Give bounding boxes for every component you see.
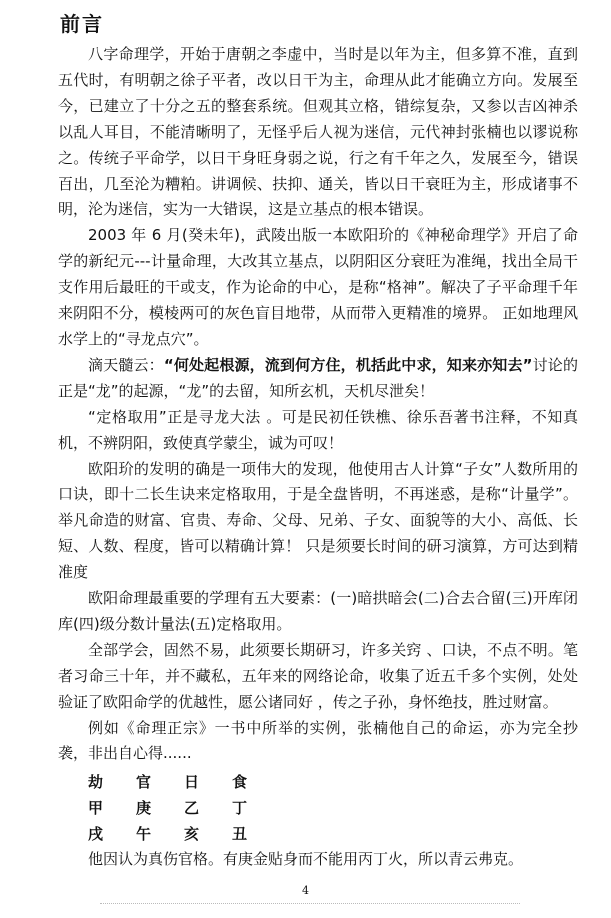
pillar-cell: 戌	[88, 825, 104, 844]
quote-suffix: 讨论的正是“龙”的起源，“龙”的去留，知所玄机，天机尽泄矣！	[58, 355, 578, 400]
page-title: 前言	[60, 12, 104, 36]
paragraph-study: 全部学会，固然不易，此须要长期研习，许多关窍 、口诀，不点不明。笔者习命三十年，并不藏私，五年来的网络论命，收集了近五千多个实例，处处验证了欧阳命学的优越性，愿公诸同好 ，传之子孙，身怀绝技，胜过财富。	[58, 640, 578, 711]
pillar-cell: 丁	[232, 799, 248, 818]
quote-prefix: 滴天髓云：	[88, 355, 164, 374]
pillar-cell: 庚	[136, 799, 152, 818]
page-number: 4	[302, 884, 309, 897]
pillar-cell: 劫	[88, 773, 104, 792]
paragraph-quote	[58, 353, 578, 405]
paragraph-example: 例如《命理正宗》一书中所举的实例，张楠他自己的命运，亦为完全抄袭，非出自心得......	[58, 718, 578, 763]
pillar-row-stems	[58, 795, 578, 821]
body-text	[58, 42, 578, 873]
quote-text: “何处起根源，流到何方住，机括此中求，知来亦知去”	[163, 355, 533, 374]
paragraph-closing: 他因认为真伤官格。有庚金贴身而不能用丙丁火，所以青云弗克。	[88, 850, 524, 869]
pillar-cell: 乙	[184, 799, 200, 818]
pillar-cell: 午	[136, 825, 152, 844]
paragraph-invention: 欧阳玠的发明的确是一项伟大的发现，他使用古人计算“子女”人数所用的口诀，即十二长生诀来定格取用，于是全盘皆明，不再迷惑，是称“计量学”。举凡命造的财富、官贵、寿命、父母、兄弟、子女、面貌等的大小、高低、长短、人数、程度，皆可以精确计算！ 只是须要长时间的研习演算，方可达到精准度	[58, 459, 578, 582]
pillar-cell: 食	[232, 773, 248, 792]
pillar-cell: 亥	[184, 825, 200, 844]
bottom-divider	[100, 903, 520, 904]
paragraph-dingge: “定格取用”正是寻龙大法 。可是民初任铁樵、徐乐吾著书注释，不知真机，不辨阴阳，致使真学蒙尘，诚为可叹！	[58, 407, 578, 452]
paragraph-five-elements: 欧阳命理最重要的学理有五大要素：(一)暗拱暗会(二)合去合留(三)开库闭库(四)级分数计量法(五)定格取用。	[58, 589, 578, 633]
bazi-pillars	[58, 769, 578, 847]
pillar-row-gods	[58, 769, 578, 795]
paragraph-history: 八字命理学，开始于唐朝之李虚中，当时是以年为主，但多算不准，直到五代时，有明朝之徐子平者，改以日干为主，命理从此才能确立方向。发展至今，已建立了十分之五的整套系统。但观其立格，错综复杂，又参以吉凶神杀以乱人耳目，不能清晰明了，无怪乎后人视为迷信，元代神封张楠也以谬说称之。传统子平命学，以日干身旺身弱之说，行之有千年之久，发展至今，错误百出，几至沦为糟粕。讲调候、扶抑、通关，皆以日干衰旺为主，形成诸事不明，沦为迷信，实为一大错误，这是立基点的根本错误。	[58, 45, 578, 219]
pillar-cell: 日	[184, 773, 200, 792]
pillar-row-branches	[58, 821, 578, 847]
pillar-cell: 官	[136, 773, 152, 792]
paragraph-2003: 2003 年 6 月(癸未年)，武陵出版一本欧阳玠的《神秘命理学》开启了命学的新纪元---计量命理，大改其立基点，以阴阳区分衰旺为准绳，找出全局干支作用后最旺的干或支，作为论命的中心，是称“格神”。解决了子平命理千年来阴阳不分，模棱两可的灰色盲目地带，从而带入更精准的境界。 正如地理风水学上的“寻龙点穴”。	[58, 226, 578, 348]
pillar-cell: 丑	[232, 825, 248, 844]
pillar-cell: 甲	[88, 799, 104, 818]
